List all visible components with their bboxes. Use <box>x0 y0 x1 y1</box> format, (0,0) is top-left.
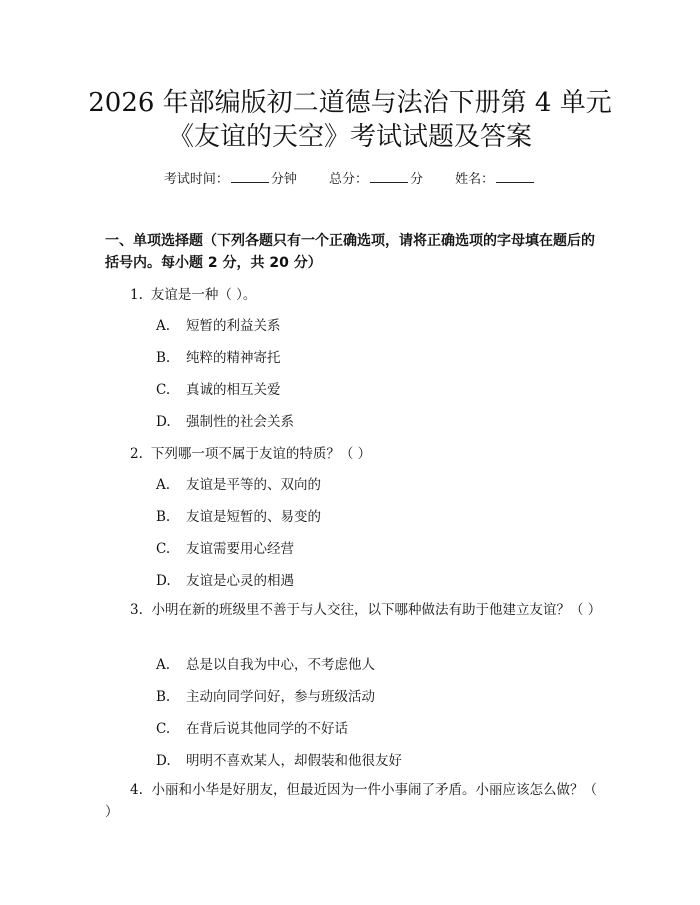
exam-time-unit: 分钟 <box>270 172 297 187</box>
option-1c[interactable] <box>156 378 281 398</box>
option-text: 短暂的利益关系 <box>186 318 281 334</box>
option-3b[interactable] <box>156 685 375 705</box>
question-number: 1. <box>130 287 143 303</box>
question-text: 小丽和小华是好朋友，但最近因为一件小事闹了矛盾。小丽应该怎么做？（ ） <box>105 782 597 820</box>
section-heading: 一、单项选择题（下列各题只有一个正确选项，请将正确选项的字母填在题后的括号内。每小题 2 分，共 20 分） <box>105 233 595 271</box>
option-2d[interactable] <box>156 569 294 589</box>
option-3c[interactable] <box>156 717 348 737</box>
option-text: 在背后说其他同学的不好话 <box>186 721 348 737</box>
option-letter: C. <box>156 382 171 398</box>
exam-time-field <box>164 172 301 187</box>
option-text: 主动向同学问好，参与班级活动 <box>186 689 375 705</box>
option-letter: B. <box>156 689 171 705</box>
question-number: 4. <box>130 782 143 798</box>
option-letter: A. <box>156 318 171 334</box>
question-2 <box>130 442 371 462</box>
option-letter: B. <box>156 509 171 525</box>
option-text: 真诚的相互关爱 <box>186 382 281 398</box>
option-text: 友谊是心灵的相遇 <box>186 573 294 589</box>
exam-time-blank[interactable] <box>231 172 269 183</box>
option-text: 总是以自我为中心，不考虑他人 <box>186 657 375 673</box>
option-letter: B. <box>156 350 171 366</box>
option-text: 纯粹的精神寄托 <box>186 350 281 366</box>
total-score-unit: 分 <box>410 172 424 187</box>
page-title-line1: 2026 年部编版初二道德与法治下册第 4 单元 <box>88 88 612 118</box>
option-1a[interactable] <box>156 314 281 334</box>
question-text: 友谊是一种（ ）。 <box>150 287 257 303</box>
option-text: 强制性的社会关系 <box>186 414 294 430</box>
total-score-field <box>329 172 427 187</box>
student-name-blank[interactable] <box>496 172 534 183</box>
option-letter: D. <box>156 573 171 589</box>
option-letter: D. <box>156 414 171 430</box>
option-text: 友谊需要用心经营 <box>186 541 294 557</box>
option-letter: D. <box>156 753 171 769</box>
option-1b[interactable] <box>156 346 281 366</box>
question-1 <box>130 283 256 303</box>
option-2b[interactable] <box>156 505 321 525</box>
question-number: 3. <box>130 602 143 618</box>
option-3d[interactable] <box>156 749 402 769</box>
option-1d[interactable] <box>156 410 294 430</box>
option-2a[interactable] <box>156 473 321 493</box>
option-letter: C. <box>156 721 171 737</box>
total-score-label: 总分： <box>328 172 368 187</box>
option-letter: A. <box>156 657 171 673</box>
exam-info-row <box>0 168 700 187</box>
option-text: 友谊是平等的、双向的 <box>186 477 321 493</box>
student-name-field <box>455 172 536 187</box>
option-letter: A. <box>156 477 171 493</box>
question-text: 小明在新的班级里不善于与人交往，以下哪种做法有助于他建立友谊？（ ） <box>151 602 602 618</box>
question-3 <box>105 599 600 621</box>
option-3a[interactable] <box>156 653 375 673</box>
total-score-blank[interactable] <box>370 172 408 183</box>
student-name-label: 姓名： <box>455 172 495 187</box>
option-text: 明明不喜欢某人，却假装和他很友好 <box>186 753 402 769</box>
page-title-line2: 《友谊的天空》考试试题及答案 <box>167 122 532 152</box>
question-text: 下列哪一项不属于友谊的特质？（ ） <box>150 446 372 462</box>
exam-time-label: 考试时间： <box>163 172 229 187</box>
option-text: 友谊是短暂的、易变的 <box>186 509 321 525</box>
option-letter: C. <box>156 541 171 557</box>
question-4 <box>105 779 600 823</box>
option-2c[interactable] <box>156 537 294 557</box>
question-number: 2. <box>130 446 143 462</box>
